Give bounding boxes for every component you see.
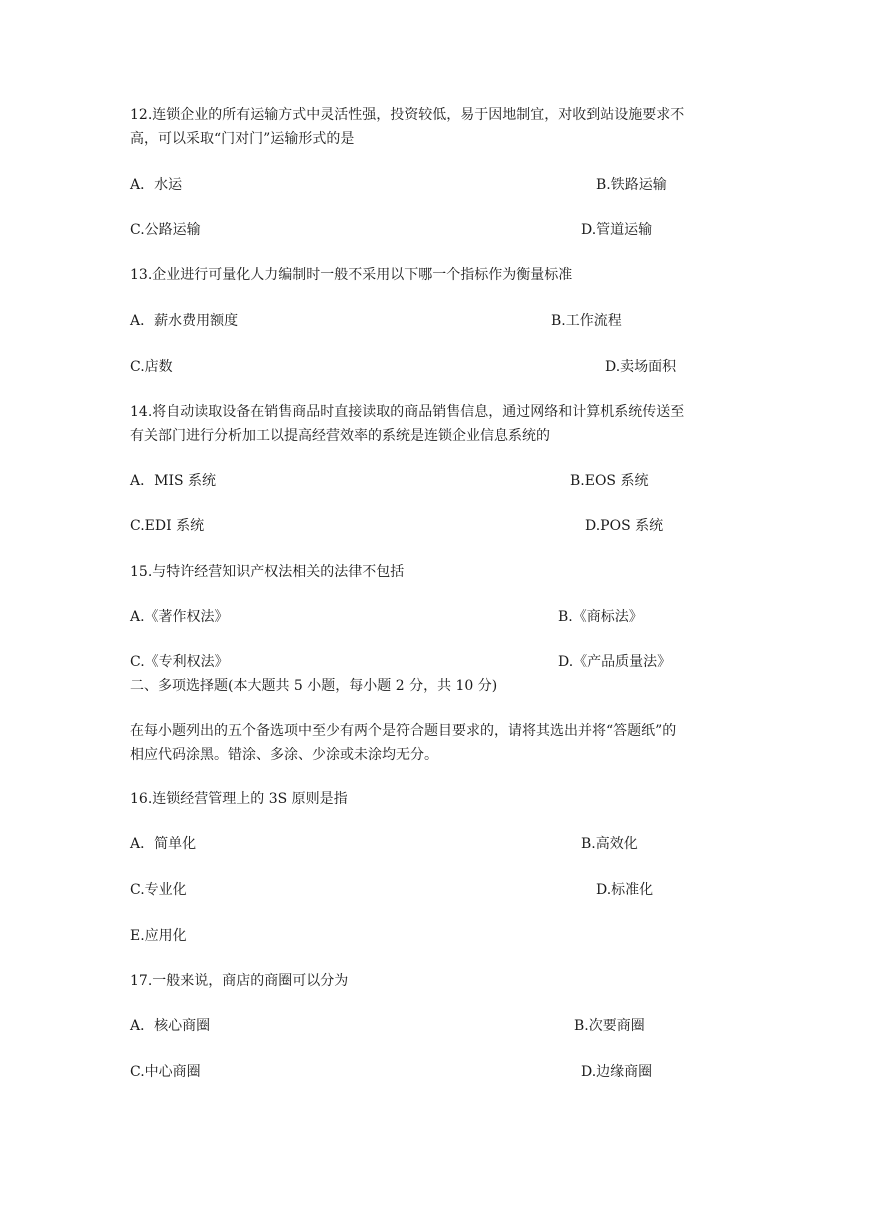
q16-option-d: D.标准化 bbox=[596, 882, 654, 898]
section2-instructions-line2: 相应代码涂黑。错涂、多涂、少涂或未涂均无分。 bbox=[130, 747, 438, 763]
q15-stem-line1: 15.与特许经营知识产权法相关的法律不包括 bbox=[130, 564, 405, 580]
q16-option-b: B.高效化 bbox=[581, 836, 638, 852]
q14-option-a: A．MIS 系统 bbox=[130, 473, 217, 489]
q14-stem-line2: 有关部门进行分析加工以提高经营效率的系统是连锁企业信息系统的 bbox=[130, 428, 550, 444]
q13-option-a: A．薪水费用额度 bbox=[130, 313, 239, 329]
q16-option-a: A．简单化 bbox=[130, 836, 197, 852]
q15-option-d: D.《产品质量法》 bbox=[558, 654, 672, 670]
q14-option-d: D.POS 系统 bbox=[585, 518, 664, 534]
q17-option-b: B.次要商圈 bbox=[574, 1018, 645, 1034]
q12-option-b: B.铁路运输 bbox=[596, 177, 667, 193]
q13-option-c: C.店数 bbox=[130, 359, 173, 375]
section2-title: 二、多项选择题(本大题共 5 小题，每小题 2 分，共 10 分) bbox=[130, 678, 498, 694]
section2-instructions-line1: 在每小题列出的五个备选项中至少有两个是符合题目要求的，请将其选出并将“答题纸”的 bbox=[130, 723, 677, 739]
q17-option-a: A．核心商圈 bbox=[130, 1018, 211, 1034]
q13-stem-line1: 13.企业进行可量化人力编制时一般不采用以下哪一个指标作为衡量标准 bbox=[130, 267, 573, 283]
q14-stem-line1: 14.将自动读取设备在销售商品时直接读取的商品销售信息，通过网络和计算机系统传送至 bbox=[130, 404, 685, 420]
q17-option-c: C.中心商圈 bbox=[130, 1064, 201, 1080]
q12-option-d: D.管道运输 bbox=[581, 222, 653, 238]
q16-option-e: E.应用化 bbox=[130, 928, 187, 944]
q17-option-d: D.边缘商圈 bbox=[581, 1064, 653, 1080]
q13-option-b: B.工作流程 bbox=[551, 313, 622, 329]
q12-stem-line1: 12.连锁企业的所有运输方式中灵活性强，投资较低，易于因地制宜，对收到站设施要求不 bbox=[130, 107, 685, 123]
q15-option-b: B.《商标法》 bbox=[558, 609, 643, 625]
q16-stem-line1: 16.连锁经营管理上的 3S 原则是指 bbox=[130, 791, 348, 807]
q15-option-c: C.《专利权法》 bbox=[130, 654, 229, 670]
q15-option-a: A.《著作权法》 bbox=[130, 609, 229, 625]
q14-option-b: B.EOS 系统 bbox=[570, 473, 649, 489]
q12-stem-line2: 高，可以采取“门对门”运输形式的是 bbox=[130, 131, 355, 147]
q12-option-a: A．水运 bbox=[130, 177, 183, 193]
q12-option-c: C.公路运输 bbox=[130, 222, 201, 238]
q14-option-c: C.EDI 系统 bbox=[130, 518, 205, 534]
q17-stem-line1: 17.一般来说，商店的商圈可以分为 bbox=[130, 973, 349, 989]
q13-option-d: D.卖场面积 bbox=[605, 359, 677, 375]
q16-option-c: C.专业化 bbox=[130, 882, 187, 898]
